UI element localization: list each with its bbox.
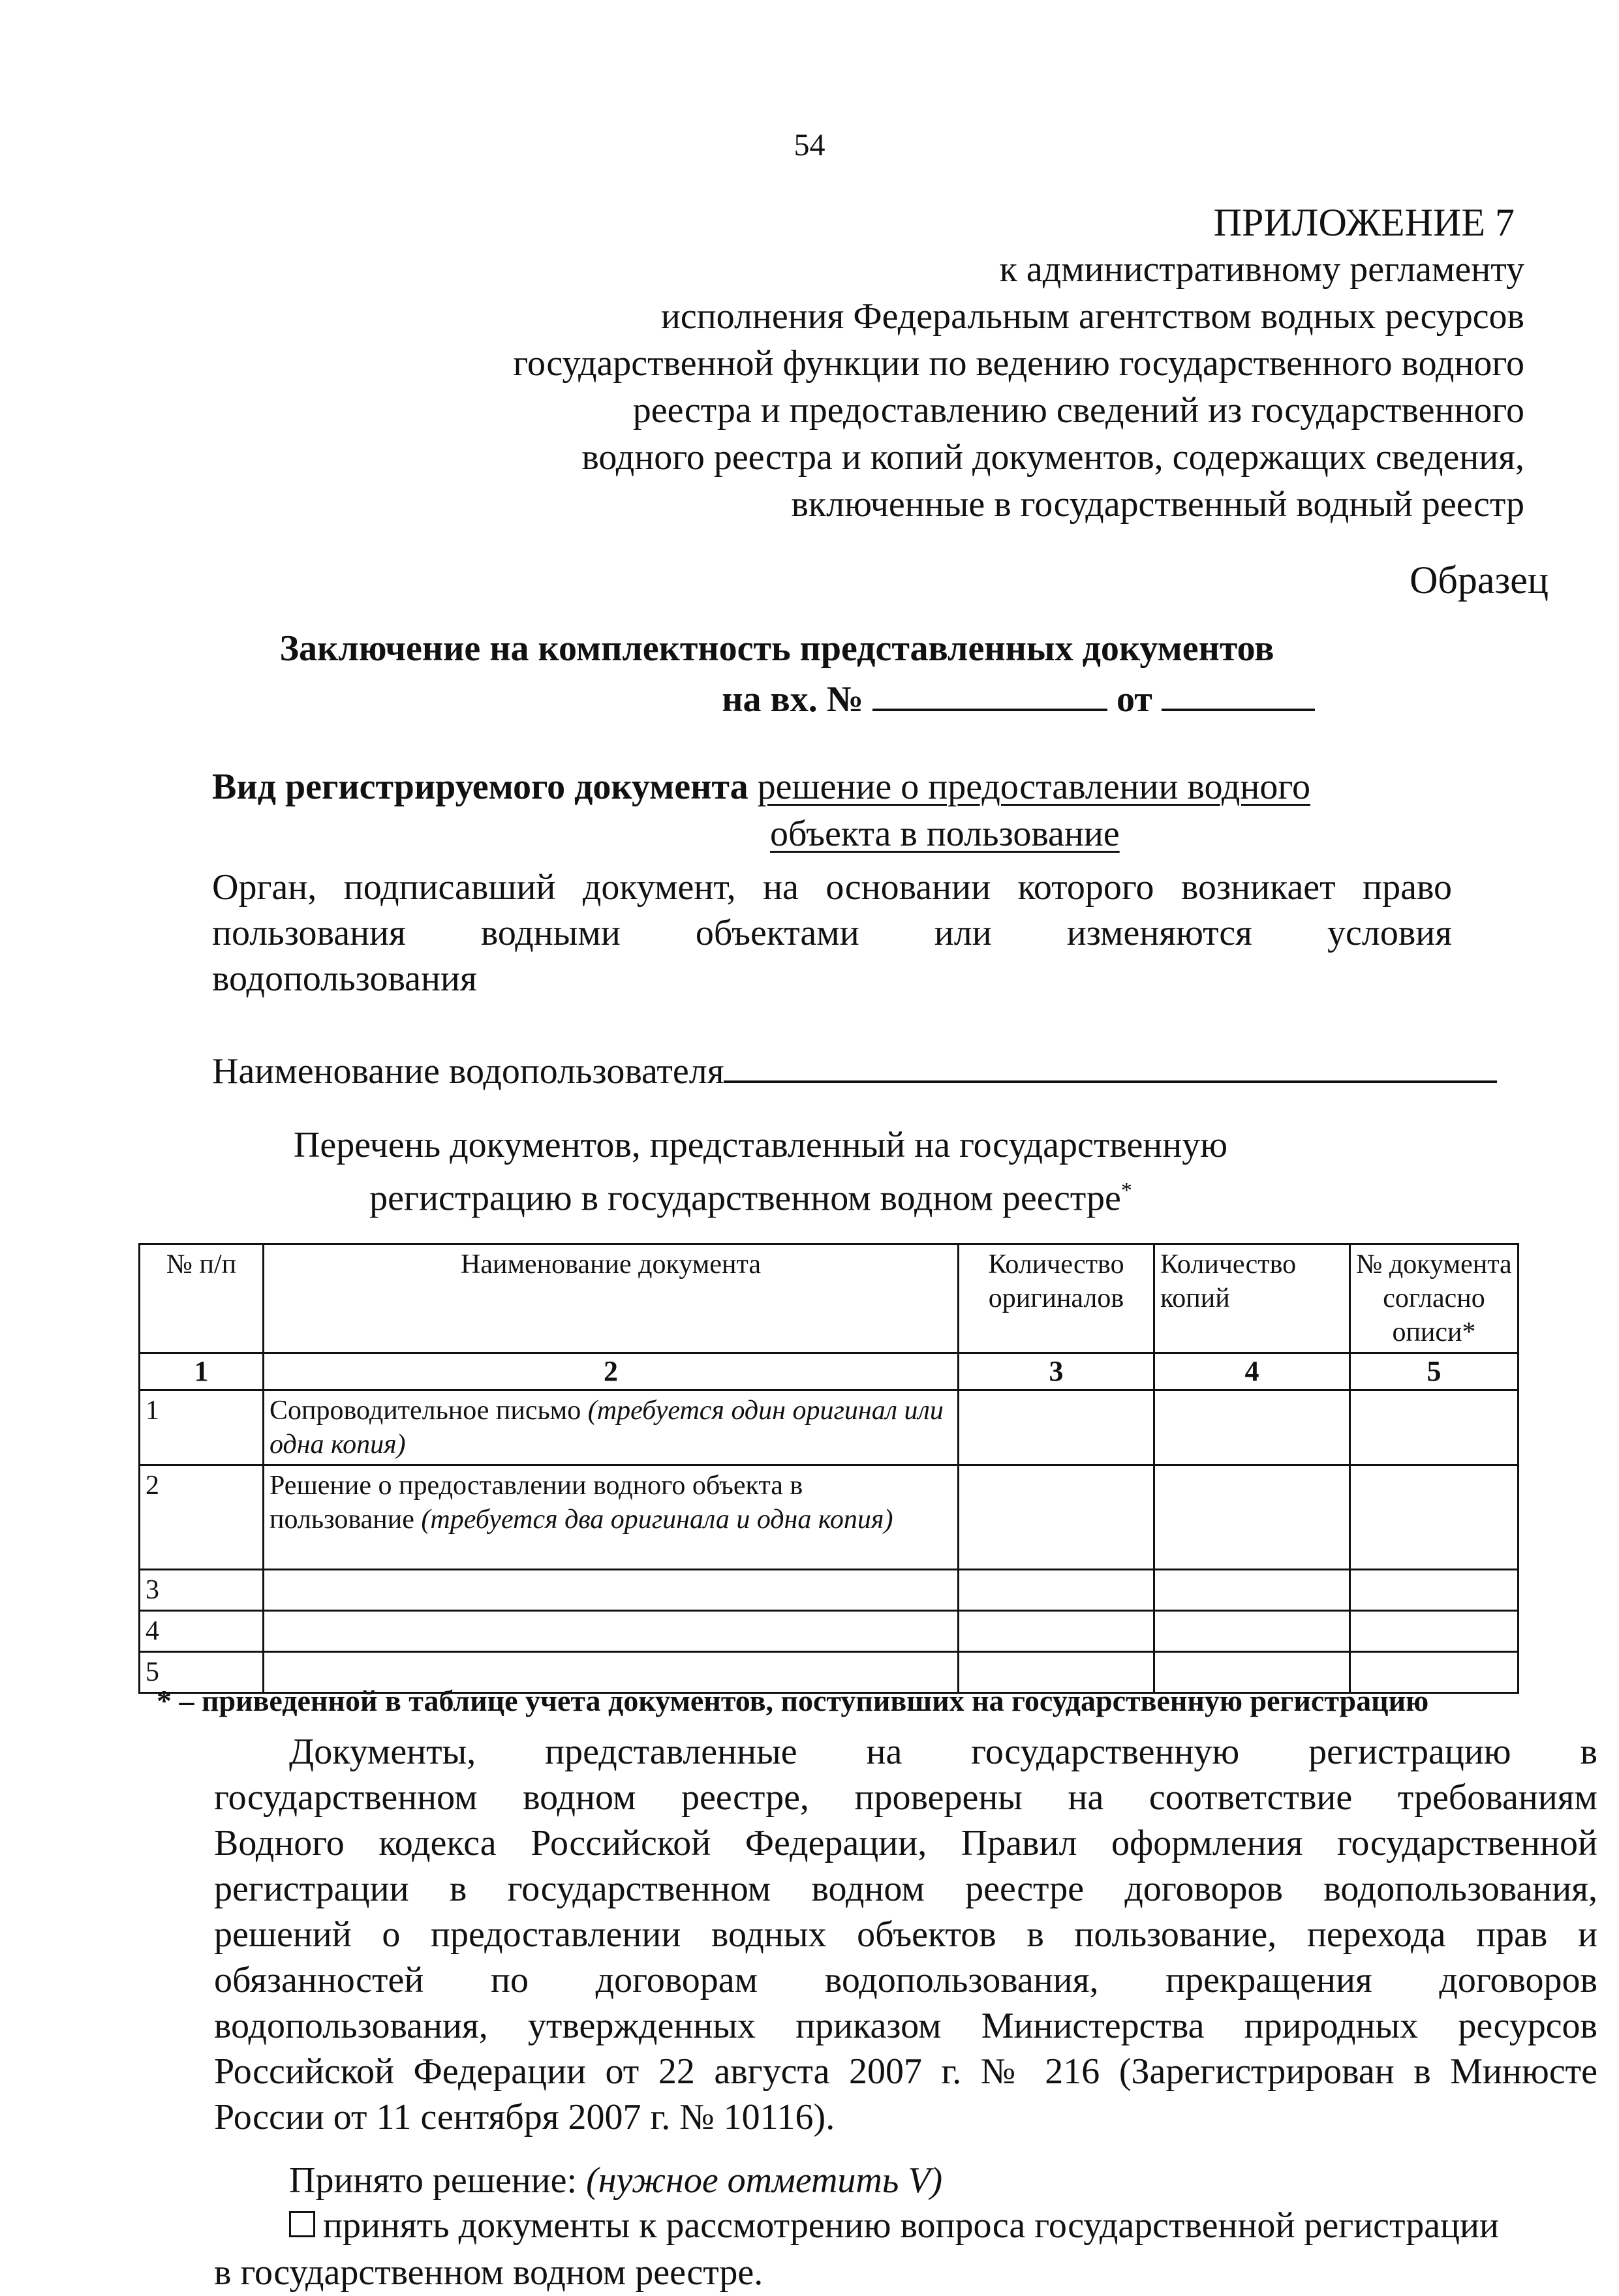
header-copies: Количество копий <box>1154 1244 1350 1353</box>
column-number: 2 <box>264 1353 959 1390</box>
date-from-label: от <box>1117 679 1152 720</box>
signing-authority <box>212 865 1452 1002</box>
list-title-line: Перечень документов, представленный на государственную <box>293 1125 1228 1165</box>
row-number: 2 <box>140 1465 264 1570</box>
appendix-line: государственной функции по ведению государственного водного <box>513 343 1524 384</box>
document-title <box>0 623 1619 725</box>
title-line: Заключение на комплектность представленных документов <box>279 628 1274 669</box>
table-footnote: * – приведенной в таблице учета документов, поступивших на государственную регистрацию <box>157 1684 1429 1717</box>
option-text: принять документы к рассмотрению вопроса государственной регистрации <box>323 2205 1499 2246</box>
list-title <box>0 1122 1619 1221</box>
header-originals: Количество оригиналов <box>959 1244 1154 1353</box>
table-row <box>140 1570 1519 1611</box>
originals-cell[interactable] <box>959 1570 1154 1611</box>
copies-cell[interactable] <box>1154 1390 1350 1465</box>
appendix-line: исполнения Федеральным агентством водных ресурсов <box>660 296 1524 337</box>
water-user-label: Наименование водопользователя <box>212 1051 724 1092</box>
document-name-cell <box>264 1465 959 1570</box>
document-name: Решение о предоставлении водного объекта в пользование <box>270 1471 803 1535</box>
column-number: 4 <box>1154 1353 1350 1390</box>
paragraph-line: Документы, представленные на государственную регистрацию в <box>289 1732 1597 1772</box>
paragraph-line: обязанностей по договорам водопользования, прекращения договоров <box>214 1960 1597 2000</box>
document-type <box>212 763 1517 857</box>
copies-cell[interactable] <box>1154 1570 1350 1611</box>
verification-paragraph <box>214 1729 1597 2140</box>
incoming-date-field[interactable] <box>1162 680 1315 711</box>
decision-line <box>289 2160 942 2201</box>
water-user-row <box>212 1050 1497 1092</box>
row-number: 1 <box>140 1390 264 1465</box>
table-row <box>140 1465 1519 1570</box>
row-number: 5 <box>140 1652 264 1693</box>
appendix-line: реестра и предоставлению сведений из государственного <box>632 390 1524 431</box>
appendix-line: включенные в государственный водный реестр <box>791 484 1524 525</box>
sample-label: Образец <box>1410 559 1549 602</box>
decision-label: Принято решение: <box>289 2160 578 2201</box>
option-text-cont: в государственном водном реестре. <box>214 2252 763 2293</box>
paragraph-line: решений о предоставлении водных объектов в пользование, перехода прав и <box>214 1914 1597 1955</box>
document-note: (требуется один оригинал или одна копия) <box>270 1396 944 1460</box>
header-number: № п/п <box>140 1244 264 1353</box>
title-incoming-line <box>418 674 1619 725</box>
organ-line: пользования водными объектами или изменяются условия <box>212 913 1452 953</box>
list-title-line: регистрацию в государственном водном реестре <box>369 1178 1121 1219</box>
header-inventory-number: № документа согласно описи* <box>1350 1244 1519 1353</box>
inventory-cell[interactable] <box>1350 1611 1519 1652</box>
page-number: 54 <box>794 128 825 162</box>
copies-cell[interactable] <box>1154 1465 1350 1570</box>
table-row <box>140 1390 1519 1465</box>
incoming-number-field[interactable] <box>872 680 1107 711</box>
appendix-heading: ПРИЛОЖЕНИЕ 7 <box>1213 201 1515 244</box>
paragraph-line: Российской Федерации от 22 августа 2007 г. № 216 (Зарегистрирован в Минюсте <box>214 2051 1597 2092</box>
organ-line: водопользования <box>212 958 477 999</box>
decision-hint: (нужное отметить V) <box>586 2160 943 2201</box>
header-document-name: Наименование документа <box>264 1244 959 1353</box>
paragraph-line: регистрации в государственном водном реестре договоров водопользования, <box>214 1869 1597 1909</box>
document-name-cell[interactable] <box>264 1570 959 1611</box>
document-note: (требуется два оригинала и одна копия) <box>421 1505 893 1535</box>
originals-cell[interactable] <box>959 1465 1154 1570</box>
originals-cell[interactable] <box>959 1611 1154 1652</box>
paragraph-line: водопользования, утвержденных приказом Министерства природных ресурсов <box>214 2006 1597 2046</box>
appendix-header <box>513 199 1524 528</box>
column-number: 1 <box>140 1353 264 1390</box>
row-number: 3 <box>140 1570 264 1611</box>
organ-line: Орган, подписавший документ, на основании которого возникает право <box>212 867 1452 908</box>
row-number: 4 <box>140 1611 264 1652</box>
accept-checkbox[interactable] <box>289 2211 315 2237</box>
water-user-field[interactable] <box>724 1054 1497 1083</box>
copies-cell[interactable] <box>1154 1611 1350 1652</box>
inventory-cell[interactable] <box>1350 1465 1519 1570</box>
column-number: 5 <box>1350 1353 1519 1390</box>
paragraph-line: России от 11 сентября 2007 г. № 10116). <box>214 2097 835 2137</box>
appendix-line: к административному регламенту <box>999 249 1524 290</box>
documents-table <box>138 1243 1519 1694</box>
appendix-line: водного реестра и копий документов, содержащих сведения, <box>581 437 1524 478</box>
inventory-cell[interactable] <box>1350 1570 1519 1611</box>
originals-cell[interactable] <box>959 1390 1154 1465</box>
document-name-cell[interactable] <box>264 1611 959 1652</box>
document-name-cell <box>264 1390 959 1465</box>
document-name: Сопроводительное письмо <box>270 1396 581 1426</box>
inventory-cell[interactable] <box>1350 1390 1519 1465</box>
incoming-number-label: на вх. № <box>722 679 863 720</box>
column-number: 3 <box>959 1353 1154 1390</box>
paragraph-line: государственном водном реестре, проверены на соответствие требованиям <box>214 1777 1597 1818</box>
list-title-mark: * <box>1120 1178 1132 1202</box>
table-row <box>140 1611 1519 1652</box>
document-type-value: решение о предоставлении водного <box>757 767 1310 807</box>
document-type-label: Вид регистрируемого документа <box>212 767 748 807</box>
paragraph-line: Водного кодекса Российской Федерации, Правил оформления государственной <box>214 1823 1597 1863</box>
document-type-value-cont: объекта в пользование <box>770 814 1120 854</box>
decision-option <box>214 2202 1597 2296</box>
